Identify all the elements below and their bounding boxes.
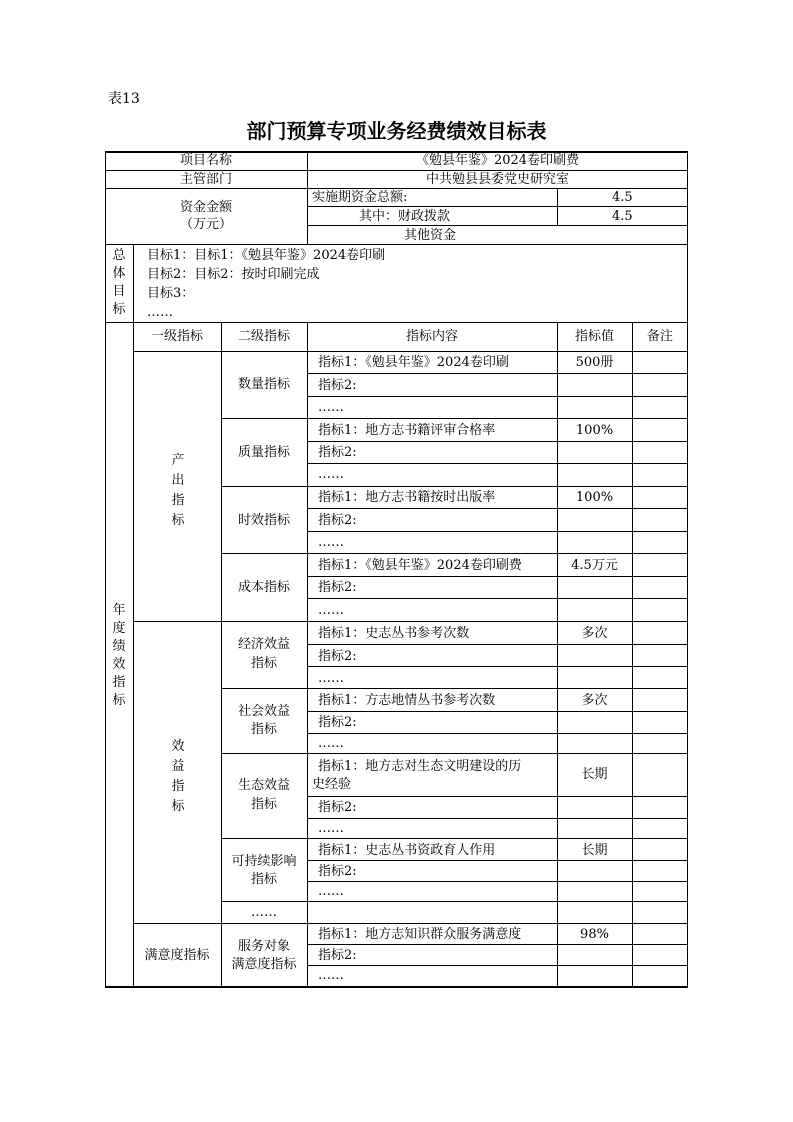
quantity-label: 数量指标 [237,377,290,392]
header-value: 指标值 [574,329,614,344]
social-row2: 指标2: [318,715,357,730]
project-name-value: 《勉县年鉴》2024卷印刷费 [415,153,580,168]
project-name-label: 项目名称 [179,153,232,168]
goal-3: 目标3： [147,286,195,301]
page-title: 部门预算专项业务经费绩效目标表 [246,119,547,143]
goal-more: …… [147,305,173,320]
eco-row1-value: 长期 [581,767,608,782]
cost-row2: 指标2: [318,580,357,595]
timeliness-row2: 指标2: [318,513,357,528]
funds-fin-value: 4.5 [612,209,633,224]
benefit-indicators-label: 效益指标 [171,739,185,814]
timeliness-row1-value: 100% [575,490,614,505]
sustain-row3: …… [318,884,344,899]
header-level1: 一级指标 [150,329,203,344]
header-level2: 二级指标 [237,329,290,344]
timeliness-label: 时效指标 [237,513,290,528]
table-number: 表13 [108,91,140,107]
social-label-2: 指标 [250,722,277,737]
sustain-row1-value: 长期 [581,843,608,858]
cost-row1-value: 4.5万元 [571,558,618,573]
header-content: 指标内容 [405,329,458,344]
eco-row3: …… [318,821,344,836]
cost-row1: 指标1：《勉县年鉴》2024卷印刷费 [318,558,522,573]
social-label: 社会效益 [237,704,290,719]
quantity-row1-value: 500册 [575,355,614,370]
eco-label: 生态效益 [237,778,290,793]
quality-row3: …… [318,467,344,482]
dept-label: 主管部门 [179,172,232,187]
funds-unit-label: （万元） [179,217,232,232]
economic-label-2: 指标 [250,656,277,671]
eco-label-2: 指标 [250,797,277,812]
service-row1: 指标1：地方志知识群众服务满意度 [318,927,522,942]
social-row1: 指标1：方志地情丛书参考次数 [318,693,496,708]
economic-label: 经济效益 [237,637,290,652]
service-row3: …… [318,968,344,983]
satisfaction-indicators-label: 满意度指标 [144,948,210,963]
header-note: 备注 [646,329,673,344]
goal-2: 目标2：目标2：按时印刷完成 [147,267,320,282]
quantity-row1: 指标1：《勉县年鉴》2024卷印刷 [318,355,509,370]
timeliness-row3: …… [318,535,344,550]
economic-row1: 指标1：史志丛书参考次数 [318,626,470,641]
sustain-row2: 指标2: [318,864,357,879]
overall-target-label: 总体目标 [112,248,126,317]
annual-indicators-label: 年度绩效指标 [112,603,126,708]
goal-1: 目标1：目标1：《勉县年鉴》2024卷印刷 [147,248,386,263]
eco-row1-line1: 指标1：地方志对生态文明建设的历 [318,759,522,774]
quality-row1: 指标1：地方志书籍评审合格率 [318,423,496,438]
output-indicators-label: 产出指标 [171,453,185,528]
quantity-row2: 指标2: [318,378,357,393]
service-row1-value: 98% [580,927,609,942]
sustain-row1: 指标1：史志丛书资政育人作用 [318,843,496,858]
economic-row1-value: 多次 [581,626,608,641]
funds-other-label: 其他资金 [404,228,457,243]
social-row3: …… [318,736,344,751]
quality-row1-value: 100% [575,423,614,438]
funds-fin-label: 其中：财政拨款 [359,209,451,224]
service-label: 服务对象 [237,939,290,954]
quality-label: 质量指标 [237,445,290,460]
quality-row2: 指标2: [318,445,357,460]
eco-row1-line2: 史经验 [312,777,352,792]
benefit-more: …… [251,905,277,920]
service-row2: 指标2: [318,948,357,963]
economic-row2: 指标2: [318,649,357,664]
funds-total-label: 实施期资金总额: [312,190,408,205]
timeliness-row1: 指标1：地方志书籍按时出版率 [318,490,496,505]
dept-value: 中共勉县县委党史研究室 [425,172,569,187]
quantity-row3: …… [318,400,344,415]
cost-row3: …… [318,603,344,618]
service-label-2: 满意度指标 [231,957,297,972]
sustain-label: 可持续影响 [231,854,297,869]
funds-total-value: 4.5 [612,190,633,205]
funds-label: 资金金额 [179,200,232,215]
social-row1-value: 多次 [581,693,608,708]
eco-row2: 指标2: [318,800,357,815]
cost-label: 成本指标 [237,580,290,595]
sustain-label-2: 指标 [250,872,277,887]
economic-row3: …… [318,671,344,686]
